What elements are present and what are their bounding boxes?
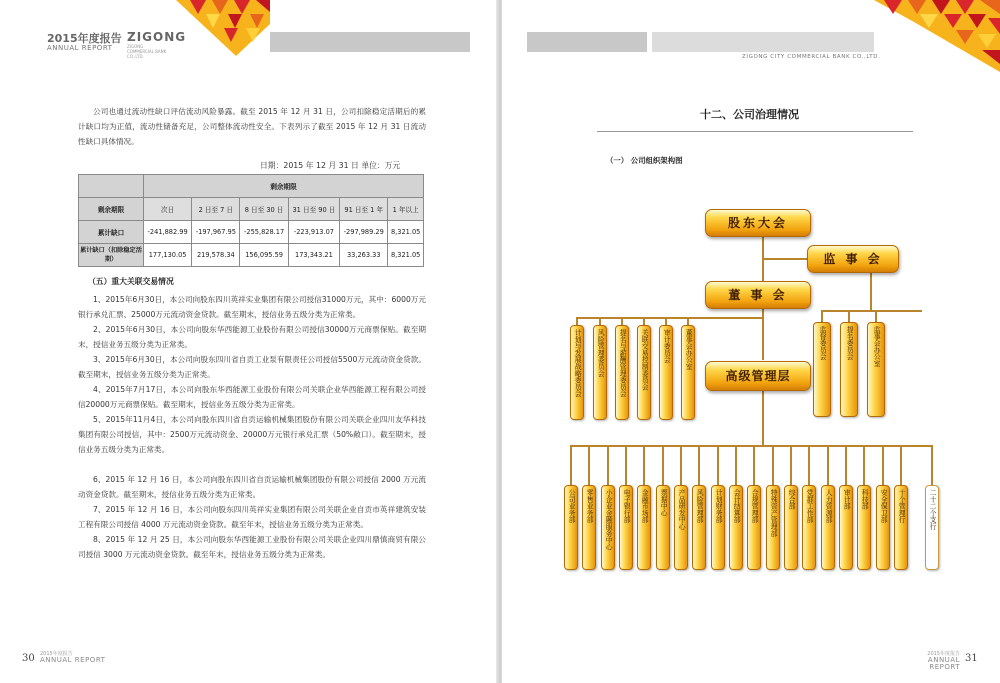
liquidity-gap-table bbox=[78, 174, 424, 267]
section-title: （五）重大关联交易情况 bbox=[88, 277, 174, 286]
table-row-label: 累计缺口（扣除稳定活期） bbox=[79, 244, 144, 267]
header-bar-dark bbox=[527, 32, 647, 52]
table-cell: -255,828.17 bbox=[240, 221, 288, 244]
transaction-item: 5、2015年11月4日，本公司向股东四川省自贡运输机械集团股份有限公司关联企业四川友华科技集团有限公司授信，其中：2500万元流动资金、20000万元银行承兑汇票（50%敞口）。截至期末，授信业务五级分类为正常类。 bbox=[78, 415, 426, 454]
org-department: 小企业金融服务中心 bbox=[601, 485, 615, 570]
org-department: 计划财务部 bbox=[711, 485, 725, 570]
table-row-label-header: 剩余期限 bbox=[79, 198, 144, 221]
table-cell: 33,263.33 bbox=[340, 244, 388, 267]
right-page bbox=[502, 0, 1000, 683]
transaction-item: 1、2015年6月30日，本公司向股东四川英祥实业集团有限公司授信31000万元，其中：6000万元银行承兑汇票、25000万元流动资金贷款。截至期末，授信业务五级分类为正常类。 bbox=[78, 295, 426, 319]
org-department: 产品研发中心 bbox=[674, 485, 688, 570]
table-col-header: 次日 bbox=[144, 198, 192, 221]
title-rule bbox=[597, 131, 913, 132]
org-department: 人力资源部 bbox=[821, 485, 835, 570]
org-board-committee: 董事会办公室 bbox=[681, 325, 695, 420]
table-col-header: 31 日至 90 日 bbox=[288, 198, 339, 221]
table-row bbox=[79, 221, 424, 244]
transaction-item: 8、2015 年 12 月 25 日，本公司向股东华西能源工业股份有限公司关联企业四川鼎慎商贸有限公司授信 3000 万元流动资金贷款。截至年末，授信业务五级分类为正常类。 bbox=[78, 535, 426, 559]
org-department: 科技部 bbox=[857, 485, 871, 570]
org-department: 合规管理部 bbox=[747, 485, 761, 570]
date-unit-line: 日期：2015 年 12 月 31 日 单位：万元 bbox=[260, 161, 401, 170]
org-department: 公司业务部 bbox=[564, 485, 578, 570]
intro-paragraph: 公司也通过流动性缺口评估流动风险暴露。截至 2015 年 12 月 31 日，公司扣除稳定活期后的累计缺口均为正值，流动性储备充足，公司整体流动性安全。下表列示了截至 2015 年 12 月 31 日流动性缺口具体情况。 bbox=[78, 107, 426, 146]
org-senior-management: 高级管理层 bbox=[705, 361, 811, 391]
table-col-header: 2 日至 7 日 bbox=[192, 198, 240, 221]
transaction-item: 7、2015 年 12 月 16 日，本公司向股东四川英祥实业集团有限公司关联企业自贡市英祥建筑安装工程有限公司授信 4000 万元流动资金贷款。截至年末，授信业务五级分类为正常类。 bbox=[78, 505, 426, 529]
org-department: 党群工作部 bbox=[802, 485, 816, 570]
header-logo-cn: 2015年度报告 bbox=[47, 32, 122, 45]
page-number: 30 bbox=[22, 653, 35, 664]
transaction-item: 3、2015年6月30日，本公司向股东四川省自贡工业泵有限责任公司授信5500万元流动资金贷款。截至期末，授信业务五级分类为正常类。 bbox=[78, 355, 426, 379]
sub-title: （一） 公司组织架构图 bbox=[606, 156, 683, 165]
header-bar bbox=[270, 32, 470, 52]
org-department: 票据中心 bbox=[656, 485, 670, 570]
left-page bbox=[0, 0, 498, 683]
header-triangle-pattern bbox=[176, 0, 270, 56]
transaction-item: 6、2015 年 12 月 16 日，本公司向股东四川省自贡运输机械集团股份有限公司授信 2000 万元流动资金贷款。截至期末，授信业务五级分类为正常类。 bbox=[78, 475, 426, 499]
transaction-item: 2、2015年6月30日，本公司向股东华西能源工业股份有限公司授信30000万元商票保贴。截至期末，授信业务五级分类为正常类。 bbox=[78, 325, 426, 349]
table-row bbox=[79, 244, 424, 267]
org-department: 审计部 bbox=[839, 485, 853, 570]
org-department: 安全保卫部 bbox=[876, 485, 890, 570]
table-row-label: 累计缺口 bbox=[79, 221, 144, 244]
org-board-of-directors: 董 事 会 bbox=[705, 281, 811, 309]
header-triangle-pattern bbox=[874, 0, 1000, 72]
org-supervisory-board: 监 事 会 bbox=[807, 245, 899, 273]
table-cell: 8,321.05 bbox=[388, 244, 424, 267]
page-number: 31 bbox=[965, 653, 978, 664]
footer-logo: 2015年度报告 ANNUAL REPORT bbox=[927, 651, 960, 671]
org-board-committee: 提名与薪酬管理委员会 bbox=[615, 325, 629, 420]
org-department: 特殊资产管理部 bbox=[766, 485, 780, 570]
table-cell: 177,130.05 bbox=[144, 244, 192, 267]
table-cell: 156,095.59 bbox=[240, 244, 288, 267]
org-board-committee: 计划与发展战略委员会 bbox=[570, 325, 584, 420]
table-col-header: 91 日至 1 年 bbox=[340, 198, 388, 221]
org-department-branches: 二十二个支行 bbox=[925, 485, 939, 570]
main-title: 十二、公司治理情况 bbox=[700, 108, 799, 121]
org-board-committee: 审计委员会 bbox=[659, 325, 673, 420]
org-department: 电子银行部 bbox=[619, 485, 633, 570]
org-department: 零售业务部 bbox=[582, 485, 596, 570]
org-supervisory-committee: 提名委员会 bbox=[840, 322, 858, 417]
table-col-header: 1 年以上 bbox=[388, 198, 424, 221]
header-bar-light bbox=[652, 32, 874, 52]
table-cell: -223,913.07 bbox=[288, 221, 339, 244]
table-cell: -197,967.95 bbox=[192, 221, 240, 244]
table-group-header: 剩余期限 bbox=[144, 175, 424, 198]
bank-name-en: ZIGONG CITY COMMERCIAL BANK CO.,LTD. bbox=[742, 54, 881, 60]
header-logo-en: ANNUAL REPORT bbox=[47, 44, 113, 52]
table-col-header: 8 日至 30 日 bbox=[240, 198, 288, 221]
table-cell: -241,882.99 bbox=[144, 221, 192, 244]
transaction-item: 4、2015年7月17日，本公司向股东华西能源工业股份有限公司关联企业华西能源工程有限公司授信20000万元商票保贴。截至期末，授信业务五级分类为正常类。 bbox=[78, 385, 426, 409]
table-cell: -297,989.29 bbox=[340, 221, 388, 244]
org-department: 金融市场部 bbox=[637, 485, 651, 570]
org-board-committee: 风险管理委员会 bbox=[593, 325, 607, 420]
table-cell: 8,321.05 bbox=[388, 221, 424, 244]
org-supervisory-committee: 监督委员会 bbox=[813, 322, 831, 417]
org-board-committee: 关联交易控制委员会 bbox=[637, 325, 651, 420]
table-cell: 173,343.21 bbox=[288, 244, 339, 267]
header-logo-brand: ZIGONG bbox=[127, 30, 187, 44]
org-department: 会计结算部 bbox=[729, 485, 743, 570]
footer-logo: 2015年度报告 ANNUAL REPORT bbox=[40, 651, 106, 664]
org-department: 综合部 bbox=[784, 485, 798, 570]
org-department: 风险管理部 bbox=[692, 485, 706, 570]
table-cell: 219,578.34 bbox=[192, 244, 240, 267]
org-department: 十个管理行 bbox=[894, 485, 908, 570]
org-shareholders-meeting: 股东大会 bbox=[705, 209, 811, 237]
org-supervisory-committee: 监事会办公室 bbox=[867, 322, 885, 417]
header-logo-small: ZIGONG COMMERCIAL BANK CO.,LTD. bbox=[127, 44, 167, 59]
